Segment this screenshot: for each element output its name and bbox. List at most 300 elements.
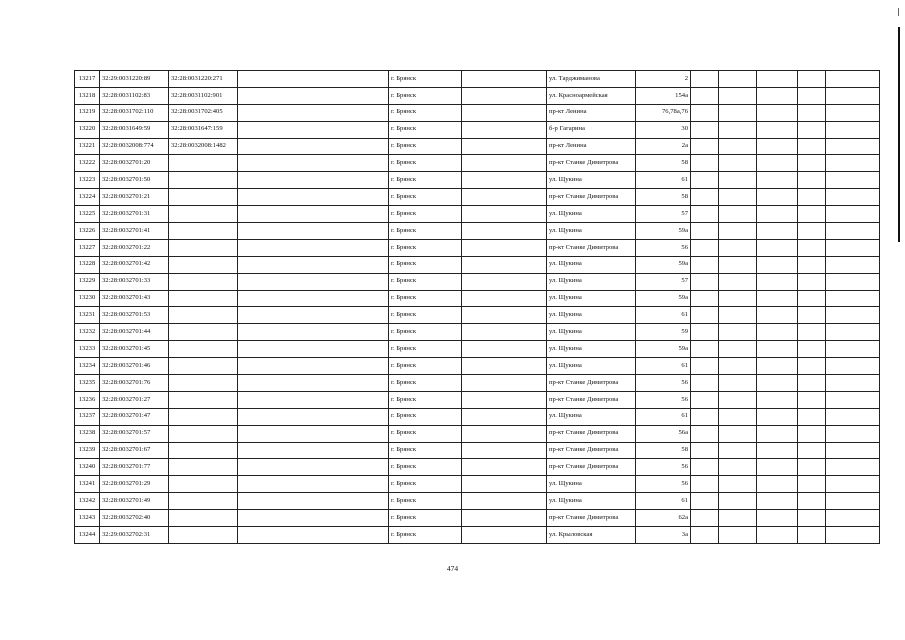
cell-empty bbox=[719, 71, 757, 88]
cell-cadastral-number: 32:28:0032701:43 bbox=[100, 290, 169, 307]
cell-empty bbox=[462, 391, 547, 408]
cell-empty bbox=[462, 239, 547, 256]
cell-empty bbox=[462, 527, 547, 544]
cell-empty bbox=[826, 290, 880, 307]
cell-empty bbox=[691, 223, 719, 240]
cell-number: 13233 bbox=[75, 341, 100, 358]
cell-empty bbox=[798, 256, 826, 273]
cell-number: 13238 bbox=[75, 425, 100, 442]
cell-empty bbox=[798, 273, 826, 290]
cell-empty bbox=[798, 391, 826, 408]
cell-cadastral-number: 32:28:0032701:47 bbox=[100, 408, 169, 425]
cell-cadastral-number: 32:28:0031649:59 bbox=[100, 121, 169, 138]
table-row bbox=[75, 189, 880, 206]
cell-cadastral-number-2: 32:28:0031102:901 bbox=[169, 87, 238, 104]
cell-empty bbox=[462, 324, 547, 341]
cell-empty bbox=[691, 172, 719, 189]
cell-empty bbox=[238, 189, 389, 206]
cell-empty bbox=[719, 527, 757, 544]
cell-house: 58 bbox=[636, 189, 691, 206]
cell-empty bbox=[238, 155, 389, 172]
cell-empty bbox=[719, 341, 757, 358]
cell-street: пр-кт Станке Димитрова bbox=[547, 155, 636, 172]
cell-empty bbox=[719, 189, 757, 206]
cell-number: 13244 bbox=[75, 527, 100, 544]
cell-empty bbox=[757, 290, 798, 307]
cell-empty bbox=[826, 104, 880, 121]
cell-house: 56 bbox=[636, 476, 691, 493]
cell-empty bbox=[462, 358, 547, 375]
cell-cadastral-number-2 bbox=[169, 223, 238, 240]
cell-number: 13231 bbox=[75, 307, 100, 324]
cell-empty bbox=[691, 121, 719, 138]
cell-empty bbox=[238, 459, 389, 476]
cell-number: 13235 bbox=[75, 375, 100, 392]
cell-empty bbox=[798, 358, 826, 375]
cell-empty bbox=[798, 442, 826, 459]
cell-empty bbox=[798, 459, 826, 476]
cell-empty bbox=[238, 223, 389, 240]
cell-empty bbox=[798, 155, 826, 172]
cell-empty bbox=[719, 324, 757, 341]
cell-cadastral-number-2 bbox=[169, 510, 238, 527]
cell-cadastral-number-2 bbox=[169, 358, 238, 375]
cell-empty bbox=[757, 71, 798, 88]
cell-city: г. Брянск bbox=[389, 324, 462, 341]
cell-house: 59 bbox=[636, 324, 691, 341]
scan-edge-mark bbox=[898, 8, 899, 16]
cell-empty bbox=[798, 290, 826, 307]
cell-empty bbox=[798, 527, 826, 544]
cell-street: б-р Гагарина bbox=[547, 121, 636, 138]
cell-empty bbox=[462, 121, 547, 138]
cell-city: г. Брянск bbox=[389, 189, 462, 206]
cell-empty bbox=[719, 206, 757, 223]
cell-empty bbox=[238, 493, 389, 510]
cell-empty bbox=[462, 476, 547, 493]
cell-street: ул. Щукина bbox=[547, 493, 636, 510]
cell-empty bbox=[757, 324, 798, 341]
cell-empty bbox=[691, 138, 719, 155]
cell-empty bbox=[798, 189, 826, 206]
cell-empty bbox=[798, 121, 826, 138]
cell-number: 13242 bbox=[75, 493, 100, 510]
cell-cadastral-number-2: 32:28:0032008:1482 bbox=[169, 138, 238, 155]
cell-cadastral-number: 32:28:0032701:46 bbox=[100, 358, 169, 375]
cell-empty bbox=[719, 425, 757, 442]
cell-cadastral-number: 32:28:0032702:40 bbox=[100, 510, 169, 527]
cell-empty bbox=[238, 138, 389, 155]
cell-empty bbox=[462, 256, 547, 273]
table-row bbox=[75, 510, 880, 527]
cell-cadastral-number-2 bbox=[169, 239, 238, 256]
cell-empty bbox=[757, 256, 798, 273]
cell-city: г. Брянск bbox=[389, 408, 462, 425]
cell-cadastral-number: 32:28:0032701:53 bbox=[100, 307, 169, 324]
cell-empty bbox=[826, 71, 880, 88]
cell-empty bbox=[238, 408, 389, 425]
cell-empty bbox=[798, 71, 826, 88]
cell-empty bbox=[757, 155, 798, 172]
cell-city: г. Брянск bbox=[389, 307, 462, 324]
cell-empty bbox=[462, 223, 547, 240]
scan-edge-bar bbox=[898, 27, 900, 242]
cell-empty bbox=[462, 408, 547, 425]
cell-cadastral-number: 32:28:0031702:110 bbox=[100, 104, 169, 121]
cell-empty bbox=[757, 206, 798, 223]
cell-cadastral-number-2 bbox=[169, 307, 238, 324]
cell-empty bbox=[462, 206, 547, 223]
cell-empty bbox=[719, 510, 757, 527]
cell-empty bbox=[757, 358, 798, 375]
cell-street: ул. Щукина bbox=[547, 341, 636, 358]
cell-empty bbox=[719, 290, 757, 307]
cell-empty bbox=[826, 341, 880, 358]
cell-empty bbox=[757, 425, 798, 442]
cell-cadastral-number-2 bbox=[169, 341, 238, 358]
table-row bbox=[75, 324, 880, 341]
cell-cadastral-number: 32:28:0032701:77 bbox=[100, 459, 169, 476]
cell-cadastral-number-2 bbox=[169, 391, 238, 408]
cell-cadastral-number: 32:28:0032701:41 bbox=[100, 223, 169, 240]
cell-house: 61 bbox=[636, 307, 691, 324]
cell-house: 59а bbox=[636, 223, 691, 240]
cell-house: 59а bbox=[636, 290, 691, 307]
cell-number: 13224 bbox=[75, 189, 100, 206]
cell-empty bbox=[691, 358, 719, 375]
cell-empty bbox=[691, 239, 719, 256]
cell-cadastral-number: 32:28:0032701:45 bbox=[100, 341, 169, 358]
cell-street: пр-кт Станке Димитрова bbox=[547, 391, 636, 408]
cell-empty bbox=[691, 104, 719, 121]
table-row bbox=[75, 239, 880, 256]
cell-empty bbox=[798, 307, 826, 324]
table-row bbox=[75, 155, 880, 172]
cell-city: г. Брянск bbox=[389, 239, 462, 256]
cell-empty bbox=[826, 307, 880, 324]
cell-city: г. Брянск bbox=[389, 121, 462, 138]
cell-cadastral-number: 32:29:0032702:31 bbox=[100, 527, 169, 544]
cell-empty bbox=[238, 391, 389, 408]
cell-empty bbox=[826, 425, 880, 442]
cell-empty bbox=[238, 239, 389, 256]
cell-cadastral-number-2 bbox=[169, 442, 238, 459]
cell-city: г. Брянск bbox=[389, 290, 462, 307]
cell-empty bbox=[719, 104, 757, 121]
cell-cadastral-number-2 bbox=[169, 459, 238, 476]
cell-empty bbox=[719, 459, 757, 476]
cell-house: 56 bbox=[636, 239, 691, 256]
cell-empty bbox=[238, 358, 389, 375]
cell-street: пр-кт Ленина bbox=[547, 138, 636, 155]
cell-empty bbox=[691, 189, 719, 206]
table-row bbox=[75, 206, 880, 223]
cell-empty bbox=[798, 425, 826, 442]
table-row bbox=[75, 104, 880, 121]
cell-street: пр-кт Ленина bbox=[547, 104, 636, 121]
table-row bbox=[75, 375, 880, 392]
cell-empty bbox=[826, 223, 880, 240]
cell-number: 13239 bbox=[75, 442, 100, 459]
cell-empty bbox=[757, 87, 798, 104]
cell-house: 2а bbox=[636, 138, 691, 155]
cell-empty bbox=[826, 256, 880, 273]
table-row bbox=[75, 391, 880, 408]
cell-house: 56 bbox=[636, 375, 691, 392]
cell-cadastral-number: 32:28:0032701:20 bbox=[100, 155, 169, 172]
cell-empty bbox=[826, 155, 880, 172]
table-row bbox=[75, 341, 880, 358]
table-row bbox=[75, 358, 880, 375]
cell-cadastral-number: 32:28:0032701:50 bbox=[100, 172, 169, 189]
cell-empty bbox=[826, 189, 880, 206]
cell-empty bbox=[757, 459, 798, 476]
cell-city: г. Брянск bbox=[389, 459, 462, 476]
cell-empty bbox=[691, 273, 719, 290]
cell-empty bbox=[798, 341, 826, 358]
cell-house: 56 bbox=[636, 459, 691, 476]
cell-empty bbox=[719, 442, 757, 459]
cell-city: г. Брянск bbox=[389, 527, 462, 544]
cell-street: ул. Щукина bbox=[547, 206, 636, 223]
cell-empty bbox=[826, 206, 880, 223]
cell-cadastral-number-2 bbox=[169, 206, 238, 223]
cell-empty bbox=[238, 256, 389, 273]
cell-cadastral-number: 32:28:0032701:27 bbox=[100, 391, 169, 408]
cell-number: 13219 bbox=[75, 104, 100, 121]
cell-cadastral-number-2 bbox=[169, 476, 238, 493]
cell-empty bbox=[238, 290, 389, 307]
cell-empty bbox=[462, 493, 547, 510]
cell-empty bbox=[798, 138, 826, 155]
cell-city: г. Брянск bbox=[389, 206, 462, 223]
cell-empty bbox=[757, 442, 798, 459]
cell-empty bbox=[826, 527, 880, 544]
cell-empty bbox=[826, 87, 880, 104]
cell-empty bbox=[462, 104, 547, 121]
cell-empty bbox=[757, 121, 798, 138]
cell-empty bbox=[826, 391, 880, 408]
cell-empty bbox=[826, 239, 880, 256]
cell-empty bbox=[826, 358, 880, 375]
cell-empty bbox=[757, 391, 798, 408]
cell-house: 59а bbox=[636, 341, 691, 358]
cell-cadastral-number: 32:28:0031102:83 bbox=[100, 87, 169, 104]
cell-empty bbox=[691, 155, 719, 172]
cell-cadastral-number-2 bbox=[169, 425, 238, 442]
table-row bbox=[75, 459, 880, 476]
cell-empty bbox=[798, 493, 826, 510]
cell-empty bbox=[719, 121, 757, 138]
cell-cadastral-number-2 bbox=[169, 290, 238, 307]
cell-empty bbox=[757, 223, 798, 240]
cell-empty bbox=[798, 223, 826, 240]
cell-house: 61 bbox=[636, 358, 691, 375]
cell-street: ул. Щукина bbox=[547, 223, 636, 240]
registry-table-body bbox=[75, 71, 880, 544]
cell-empty bbox=[462, 341, 547, 358]
table-row bbox=[75, 307, 880, 324]
cell-street: пр-кт Станке Димитрова bbox=[547, 425, 636, 442]
cell-empty bbox=[719, 239, 757, 256]
cell-city: г. Брянск bbox=[389, 442, 462, 459]
cell-cadastral-number-2 bbox=[169, 273, 238, 290]
cell-empty bbox=[238, 104, 389, 121]
cell-empty bbox=[238, 71, 389, 88]
cell-empty bbox=[719, 172, 757, 189]
cell-empty bbox=[719, 273, 757, 290]
cell-empty bbox=[238, 425, 389, 442]
cell-number: 13232 bbox=[75, 324, 100, 341]
cell-empty bbox=[238, 375, 389, 392]
cell-empty bbox=[462, 138, 547, 155]
cell-house: 62а bbox=[636, 510, 691, 527]
cell-street: ул. Щукина bbox=[547, 256, 636, 273]
cell-house: 57 bbox=[636, 206, 691, 223]
cell-number: 13234 bbox=[75, 358, 100, 375]
cell-house: 76,78а,76 bbox=[636, 104, 691, 121]
registry-table bbox=[74, 70, 880, 544]
cell-street: ул. Щукина bbox=[547, 408, 636, 425]
cell-cadastral-number: 32:28:0032008:774 bbox=[100, 138, 169, 155]
cell-empty bbox=[691, 442, 719, 459]
cell-city: г. Брянск bbox=[389, 375, 462, 392]
cell-number: 13241 bbox=[75, 476, 100, 493]
cell-house: 58 bbox=[636, 442, 691, 459]
cell-number: 13221 bbox=[75, 138, 100, 155]
cell-empty bbox=[719, 391, 757, 408]
cell-empty bbox=[826, 273, 880, 290]
cell-empty bbox=[691, 290, 719, 307]
cell-number: 13228 bbox=[75, 256, 100, 273]
cell-empty bbox=[691, 425, 719, 442]
table-row bbox=[75, 71, 880, 88]
cell-empty bbox=[462, 87, 547, 104]
cell-empty bbox=[462, 307, 547, 324]
cell-city: г. Брянск bbox=[389, 273, 462, 290]
cell-empty bbox=[462, 189, 547, 206]
cell-street: пр-кт Станке Димитрова bbox=[547, 189, 636, 206]
cell-empty bbox=[691, 206, 719, 223]
cell-house: 61 bbox=[636, 493, 691, 510]
cell-empty bbox=[757, 493, 798, 510]
cell-street: ул. Щукина bbox=[547, 324, 636, 341]
cell-empty bbox=[798, 172, 826, 189]
cell-empty bbox=[719, 493, 757, 510]
cell-empty bbox=[719, 375, 757, 392]
cell-city: г. Брянск bbox=[389, 71, 462, 88]
cell-city: г. Брянск bbox=[389, 510, 462, 527]
cell-cadastral-number-2: 32:28:0031220:271 bbox=[169, 71, 238, 88]
cell-street: ул. Щукина bbox=[547, 358, 636, 375]
cell-cadastral-number: 32:28:0032701:76 bbox=[100, 375, 169, 392]
cell-number: 13240 bbox=[75, 459, 100, 476]
cell-empty bbox=[798, 206, 826, 223]
page-number: 474 bbox=[446, 564, 459, 573]
cell-number: 13230 bbox=[75, 290, 100, 307]
cell-empty bbox=[238, 476, 389, 493]
cell-empty bbox=[691, 87, 719, 104]
cell-cadastral-number-2 bbox=[169, 493, 238, 510]
cell-empty bbox=[826, 510, 880, 527]
cell-number: 13236 bbox=[75, 391, 100, 408]
cell-empty bbox=[826, 459, 880, 476]
cell-number: 13217 bbox=[75, 71, 100, 88]
cell-city: г. Брянск bbox=[389, 358, 462, 375]
cell-empty bbox=[691, 408, 719, 425]
cell-empty bbox=[798, 239, 826, 256]
cell-number: 13220 bbox=[75, 121, 100, 138]
cell-empty bbox=[757, 104, 798, 121]
table-row bbox=[75, 87, 880, 104]
cell-empty bbox=[719, 476, 757, 493]
table-row bbox=[75, 121, 880, 138]
cell-empty bbox=[798, 324, 826, 341]
cell-cadastral-number: 32:28:0032701:21 bbox=[100, 189, 169, 206]
cell-cadastral-number: 32:28:0032701:49 bbox=[100, 493, 169, 510]
cell-street: ул. Крыловская bbox=[547, 527, 636, 544]
table-row bbox=[75, 223, 880, 240]
table-row bbox=[75, 172, 880, 189]
cell-street: пр-кт Станке Димитрова bbox=[547, 510, 636, 527]
cell-empty bbox=[826, 493, 880, 510]
cell-empty bbox=[462, 442, 547, 459]
cell-city: г. Брянск bbox=[389, 172, 462, 189]
cell-cadastral-number: 32:28:0032701:44 bbox=[100, 324, 169, 341]
cell-empty bbox=[798, 476, 826, 493]
cell-number: 13225 bbox=[75, 206, 100, 223]
cell-city: г. Брянск bbox=[389, 341, 462, 358]
cell-street: ул. Щукина bbox=[547, 172, 636, 189]
cell-empty bbox=[462, 273, 547, 290]
cell-empty bbox=[238, 273, 389, 290]
cell-street: пр-кт Станке Димитрова bbox=[547, 442, 636, 459]
cell-empty bbox=[798, 375, 826, 392]
cell-empty bbox=[691, 71, 719, 88]
cell-street: пр-кт Станке Димитрова bbox=[547, 239, 636, 256]
cell-empty bbox=[757, 476, 798, 493]
cell-empty bbox=[691, 375, 719, 392]
cell-city: г. Брянск bbox=[389, 256, 462, 273]
cell-street: ул. Щукина bbox=[547, 307, 636, 324]
cell-empty bbox=[719, 408, 757, 425]
cell-cadastral-number-2 bbox=[169, 375, 238, 392]
cell-empty bbox=[757, 239, 798, 256]
cell-city: г. Брянск bbox=[389, 476, 462, 493]
cell-cadastral-number-2 bbox=[169, 324, 238, 341]
cell-house: 61 bbox=[636, 408, 691, 425]
cell-empty bbox=[691, 324, 719, 341]
cell-empty bbox=[691, 341, 719, 358]
cell-empty bbox=[826, 408, 880, 425]
cell-cadastral-number: 32:28:0032701:57 bbox=[100, 425, 169, 442]
cell-cadastral-number-2 bbox=[169, 527, 238, 544]
cell-number: 13229 bbox=[75, 273, 100, 290]
cell-empty bbox=[238, 527, 389, 544]
cell-empty bbox=[691, 391, 719, 408]
cell-empty bbox=[798, 510, 826, 527]
cell-number: 13222 bbox=[75, 155, 100, 172]
cell-cadastral-number: 32:29:0031220:89 bbox=[100, 71, 169, 88]
cell-empty bbox=[826, 442, 880, 459]
table-row bbox=[75, 425, 880, 442]
cell-cadastral-number: 32:28:0032701:29 bbox=[100, 476, 169, 493]
table-row bbox=[75, 527, 880, 544]
cell-empty bbox=[757, 527, 798, 544]
table-row bbox=[75, 476, 880, 493]
cell-empty bbox=[238, 121, 389, 138]
cell-house: 56а bbox=[636, 425, 691, 442]
